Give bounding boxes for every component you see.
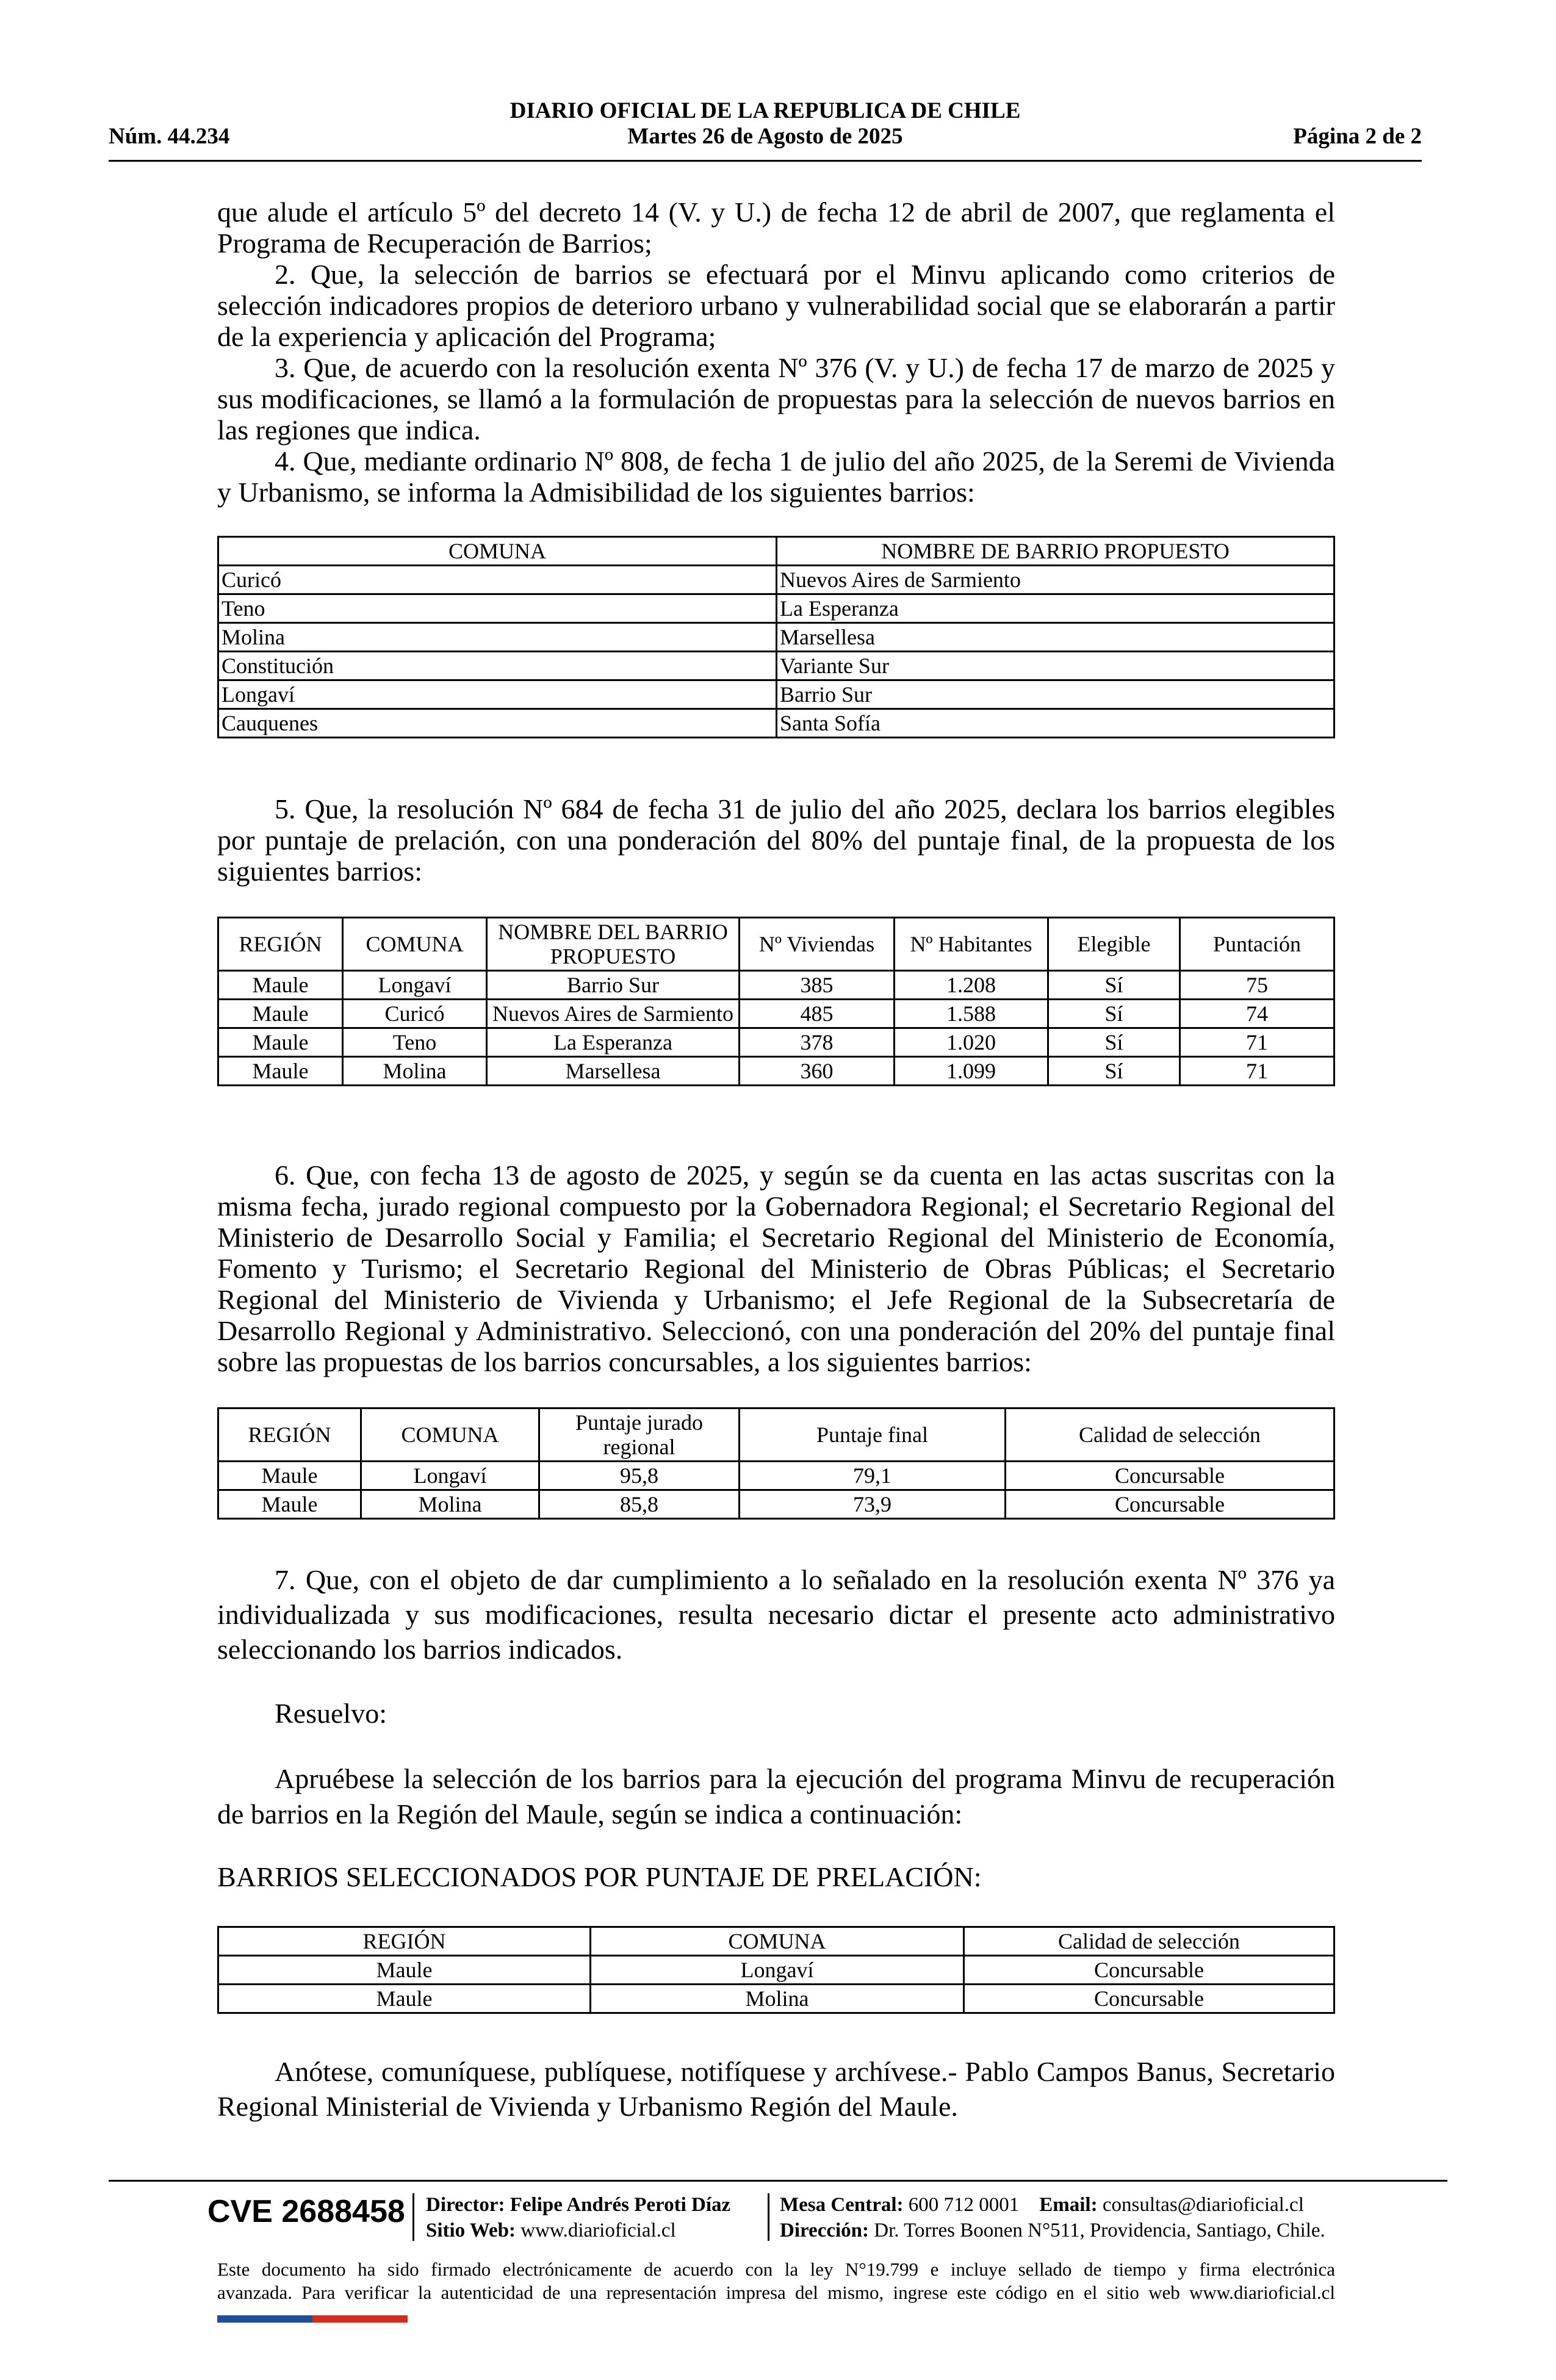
table-cell: Sí bbox=[1048, 1057, 1180, 1086]
body-text-block-3 bbox=[217, 1159, 1335, 1377]
table-cell: Molina bbox=[218, 623, 777, 652]
table-cell: Maule bbox=[218, 1028, 343, 1057]
table-cell: Nuevos Aires de Sarmiento bbox=[487, 1000, 740, 1028]
newspaper-title: DIARIO OFICIAL DE LA REPUBLICA DE CHILE bbox=[510, 98, 1021, 123]
table-cell: Maule bbox=[218, 1000, 343, 1028]
website-label: Sitio Web: bbox=[426, 2220, 516, 2241]
table-cell: Cauquenes bbox=[218, 709, 777, 738]
admisibilidad-table bbox=[217, 536, 1335, 738]
table-cell: Molina bbox=[591, 1985, 964, 2013]
body-text-block-4 bbox=[217, 1562, 1335, 1667]
issue-date: Martes 26 de Agosto de 2025 bbox=[627, 124, 903, 149]
table-cell: La Esperanza bbox=[487, 1028, 740, 1057]
table-cell: Santa Sofía bbox=[777, 709, 1334, 738]
table-cell: 485 bbox=[740, 1000, 895, 1028]
verification-note-line: Este documento ha sido firmado electrónicamente de acuerdo con la ley N°19.799 e incluye sellado de tiempo y firma electrónica bbox=[217, 2259, 1335, 2280]
table-cell: Molina bbox=[343, 1057, 487, 1086]
verification-note bbox=[217, 2258, 1335, 2304]
table-row bbox=[218, 1462, 1334, 1490]
table-cell: 360 bbox=[740, 1057, 895, 1086]
column-header: Calidad de selección bbox=[1006, 1408, 1334, 1462]
paragraph-5: 5. Que, la resolución Nº 684 de fecha 31 de julio del año 2025, declara los barrios elegibles por puntaje de prelación, con una ponderación del 80% del puntaje final, de la propuesta de los siguientes barrios: bbox=[217, 793, 1335, 887]
table-cell: Sí bbox=[1048, 1028, 1180, 1057]
seleccionados-title: BARRIOS SELECCIONADOS POR PUNTAJE DE PRELACIÓN: bbox=[217, 1861, 982, 1892]
column-header: COMUNA bbox=[343, 918, 487, 971]
column-header: Puntaje jurado regional bbox=[539, 1408, 740, 1462]
table-cell: Constitución bbox=[218, 652, 777, 680]
table-cell: 74 bbox=[1180, 1000, 1334, 1028]
table-cell: 385 bbox=[740, 971, 895, 1000]
website-url[interactable]: www.diarioficial.cl bbox=[520, 2220, 676, 2241]
table-cell: Marsellesa bbox=[777, 623, 1334, 652]
table-cell: Sí bbox=[1048, 1000, 1180, 1028]
table-cell: 73,9 bbox=[740, 1490, 1006, 1519]
flag-bar-blue bbox=[217, 2315, 312, 2323]
footer-contact-info bbox=[780, 2192, 1325, 2243]
table-row bbox=[218, 709, 1334, 738]
column-header: REGIÓN bbox=[218, 1408, 361, 1462]
table-row bbox=[218, 1000, 1334, 1028]
column-header: REGIÓN bbox=[218, 918, 343, 971]
column-header: COMUNA bbox=[218, 537, 777, 566]
page-number: Página 2 de 2 bbox=[1293, 124, 1422, 149]
footer-director-info bbox=[426, 2192, 730, 2243]
table-cell: Longaví bbox=[361, 1462, 539, 1490]
closing-paragraph: Anótese, comuníquese, publíquese, notifíquese y archívese.- Pablo Campos Banus, Secretario Regional Ministerial de Vivienda y Urbanismo Región del Maule. bbox=[217, 2056, 1335, 2122]
table-cell: Marsellesa bbox=[487, 1057, 740, 1086]
issue-number: Núm. 44.234 bbox=[109, 124, 230, 149]
paragraph-2: 2. Que, la selección de barrios se efectuará por el Minvu aplicando como criterios de selección indicadores propios de deterioro urbano y vulnerabilidad social que se elaborarán a partir de la experiencia y aplicación del Programa; bbox=[217, 259, 1335, 352]
table-row bbox=[218, 1490, 1334, 1519]
table-cell: Barrio Sur bbox=[487, 971, 740, 1000]
column-header: Nº Habitantes bbox=[895, 918, 1048, 971]
table-cell: Longaví bbox=[218, 680, 777, 709]
table-cell: Maule bbox=[218, 1057, 343, 1086]
director-name: Felipe Andrés Peroti Díaz bbox=[510, 2194, 731, 2216]
table-cell: Concursable bbox=[964, 1985, 1334, 2013]
resuelvo-heading: Resuelvo: bbox=[275, 1698, 387, 1729]
table-cell: Maule bbox=[218, 971, 343, 1000]
footer-rule bbox=[109, 2180, 1447, 2182]
table-row bbox=[218, 1985, 1334, 2013]
column-header: NOMBRE DEL BARRIO PROPUESTO bbox=[487, 918, 740, 971]
table-row bbox=[218, 1057, 1334, 1086]
address: Dr. Torres Boonen N°511, Providencia, Santiago, Chile. bbox=[874, 2220, 1325, 2241]
body-text-block-2 bbox=[217, 793, 1335, 887]
table-cell: Maule bbox=[218, 1490, 361, 1519]
column-header: Nº Viviendas bbox=[740, 918, 895, 971]
table-header-row bbox=[218, 918, 1334, 971]
table-cell: Longaví bbox=[591, 1956, 964, 1985]
table-cell: Concursable bbox=[1006, 1490, 1334, 1519]
table-cell: 95,8 bbox=[539, 1462, 740, 1490]
table-cell: 79,1 bbox=[740, 1462, 1006, 1490]
table-cell: 1.099 bbox=[895, 1057, 1048, 1086]
closing-block bbox=[217, 2054, 1335, 2124]
table-cell: Variante Sur bbox=[777, 652, 1334, 680]
mesa-central-phone: 600 712 0001 bbox=[908, 2194, 1020, 2216]
table-cell: Concursable bbox=[1006, 1462, 1334, 1490]
email-label: Email: bbox=[1039, 2194, 1098, 2216]
table-row bbox=[218, 1956, 1334, 1985]
table-header-row bbox=[218, 1927, 1334, 1956]
paragraph-4: 4. Que, mediante ordinario Nº 808, de fecha 1 de julio del año 2025, de la Seremi de Vivienda y Urbanismo, se informa la Admisibilidad de los siguientes barrios: bbox=[217, 445, 1335, 508]
email-address[interactable]: consultas@diarioficial.cl bbox=[1102, 2194, 1304, 2216]
table-cell: Maule bbox=[218, 1985, 591, 2013]
elegibles-table bbox=[217, 917, 1335, 1086]
table-cell: Maule bbox=[218, 1956, 591, 1985]
table-cell: Curicó bbox=[218, 566, 777, 594]
table-cell: 75 bbox=[1180, 971, 1334, 1000]
column-header: Puntaje final bbox=[740, 1408, 1006, 1462]
table-cell: Nuevos Aires de Sarmiento bbox=[777, 566, 1334, 594]
paragraph-7: 7. Que, con el objeto de dar cumplimiento a lo señalado en la resolución exenta Nº 376 ya individualizada y sus modificaciones, resulta necesario dictar el presente acto administrativo seleccionando los barrios indicados. bbox=[217, 1564, 1335, 1665]
paragraph-1: que alude el artículo 5º del decreto 14 (V. y U.) de fecha 12 de abril de 2007, que reglamenta el Programa de Recuperación de Barrios; bbox=[217, 197, 1335, 259]
table-row bbox=[218, 652, 1334, 680]
table-cell: 1.588 bbox=[895, 1000, 1048, 1028]
table-cell: 71 bbox=[1180, 1028, 1334, 1057]
footer-divider bbox=[768, 2193, 769, 2241]
table-cell: Barrio Sur bbox=[777, 680, 1334, 709]
jurado-table bbox=[217, 1407, 1335, 1520]
table-row bbox=[218, 680, 1334, 709]
apruebese-paragraph: Apruébese la selección de los barrios para la ejecución del programa Minvu de recuperación de barrios en la Región del Maule, según se indica a continuación: bbox=[217, 1763, 1335, 1830]
paragraph-3: 3. Que, de acuerdo con la resolución exenta Nº 376 (V. y U.) de fecha 17 de marzo de 2025 y sus modificaciones, se llamó a la formulación de propuestas para la selección de nuevos barrios en las regiones que indica. bbox=[217, 352, 1335, 445]
page-header bbox=[109, 92, 1422, 162]
table-cell: 1.208 bbox=[895, 971, 1048, 1000]
footer-divider bbox=[412, 2193, 414, 2241]
table-cell: 378 bbox=[740, 1028, 895, 1057]
director-label: Director: bbox=[426, 2194, 505, 2216]
address-label: Dirección: bbox=[780, 2220, 870, 2241]
verification-note-line: avanzada. Para verificar la autenticidad de una representación impresa del mismo, ingrese este código en el sitio web www.diarioficial.cl bbox=[217, 2282, 1335, 2303]
cve-code: CVE 2688458 bbox=[207, 2194, 405, 2229]
column-header: REGIÓN bbox=[218, 1927, 591, 1956]
column-header: COMUNA bbox=[361, 1408, 539, 1462]
table-row bbox=[218, 1028, 1334, 1057]
table-cell: Concursable bbox=[964, 1956, 1334, 1985]
table-cell: Curicó bbox=[343, 1000, 487, 1028]
flag-bar-red bbox=[312, 2315, 408, 2323]
table-cell: Teno bbox=[218, 594, 777, 623]
table-row bbox=[218, 594, 1334, 623]
seleccionados-table bbox=[217, 1926, 1335, 2014]
table-row bbox=[218, 971, 1334, 1000]
table-cell: 71 bbox=[1180, 1057, 1334, 1086]
table-cell: 85,8 bbox=[539, 1490, 740, 1519]
table-cell: Molina bbox=[361, 1490, 539, 1519]
mesa-central-label: Mesa Central: bbox=[780, 2194, 904, 2216]
seleccionados-title-block bbox=[217, 1861, 1335, 1892]
column-header: NOMBRE DE BARRIO PROPUESTO bbox=[777, 537, 1334, 566]
paragraph-6: 6. Que, con fecha 13 de agosto de 2025, y según se da cuenta en las actas suscritas con la misma fecha, jurado regional compuesto por la Gobernadora Regional; el Secretario Regional del Ministerio de Desarrollo Social y Familia; el Secretario Regional del Ministerio de Economía, Fomento y Turismo; el Secretario Regional del Ministerio de Obras Públicas; el Secretario Regional del Ministerio de Vivienda y Urbanismo; el Jefe Regional de la Subsecretaría de Desarrollo Regional y Administrativo. Seleccionó, con una ponderación del 20% del puntaje final sobre las propuestas de los barrios concursables, a los siguientes barrios: bbox=[217, 1159, 1335, 1377]
table-cell: 1.020 bbox=[895, 1028, 1048, 1057]
column-header: COMUNA bbox=[591, 1927, 964, 1956]
apruebese-block bbox=[217, 1761, 1335, 1832]
table-header-row bbox=[218, 537, 1334, 566]
column-header: Elegible bbox=[1048, 918, 1180, 971]
table-cell: La Esperanza bbox=[777, 594, 1334, 623]
table-header-row bbox=[218, 1408, 1334, 1462]
column-header: Puntación bbox=[1180, 918, 1334, 971]
column-header: Calidad de selección bbox=[964, 1927, 1334, 1956]
table-cell: Longaví bbox=[343, 971, 487, 1000]
table-cell: Maule bbox=[218, 1462, 361, 1490]
table-cell: Teno bbox=[343, 1028, 487, 1057]
table-cell: Sí bbox=[1048, 971, 1180, 1000]
body-text-block-1 bbox=[217, 197, 1335, 508]
table-row bbox=[218, 566, 1334, 594]
resuelvo-block bbox=[217, 1698, 1335, 1729]
table-row bbox=[218, 623, 1334, 652]
